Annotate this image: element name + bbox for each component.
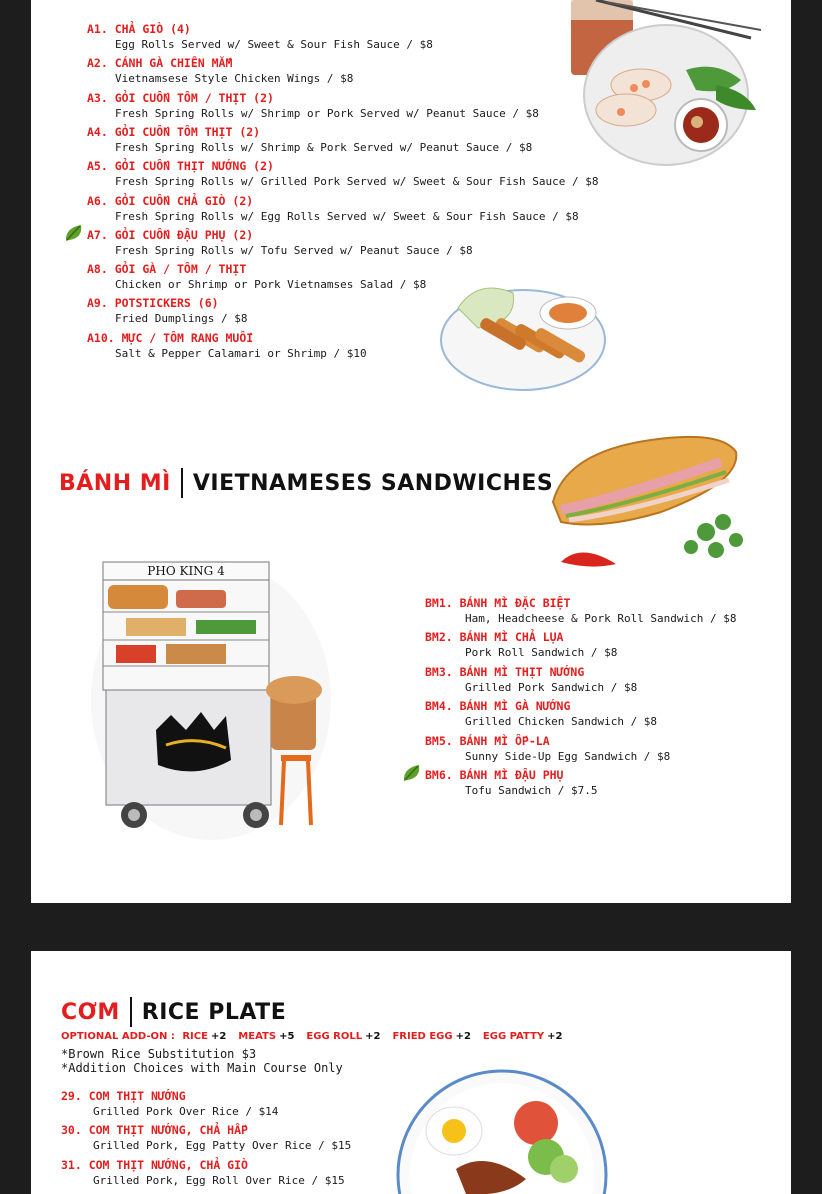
banh-mi-item-name: BM5. BÁNH MÌ ỐP-LA <box>425 733 550 748</box>
banh-mi-item-description: Ham, Headcheese & Pork Roll Sandwich / $8 <box>465 612 737 625</box>
menu-page-appetizers-banh-mi <box>31 0 791 903</box>
cart-sign: PHO KING 4 <box>147 564 225 578</box>
addon-name: EGG PATTY <box>482 1031 545 1042</box>
banh-mi-item-name: BM3. BÁNH MÌ THỊT NƯỚNG <box>425 664 585 679</box>
appetizer-item-name: A8. GỎI GÀ / TÔM / THỊT <box>87 262 247 277</box>
addon-name: FRIED EGG <box>392 1031 453 1042</box>
com-section-title <box>61 997 286 1027</box>
rice-plate-illustration <box>396 1069 608 1194</box>
com-title-vn: CƠM <box>61 999 120 1025</box>
street-cart-illustration <box>86 540 336 845</box>
appetizer-item-description: Fresh Spring Rolls w/ Shrimp & Pork Served w/ Peanut Sauce / $8 <box>115 140 533 154</box>
vegetarian-leaf-icon <box>63 222 85 244</box>
addon-line <box>61 1031 562 1042</box>
appetizer-item-name: A9. POTSTICKERS (6) <box>87 296 219 311</box>
addon-name: MEATS <box>238 1031 277 1042</box>
appetizer-item-name: A4. GỎI CUỐN TÔM THỊT (2) <box>87 124 261 139</box>
addon-price: +2 <box>547 1031 563 1042</box>
banh-mi-section-title <box>59 468 553 498</box>
banh-mi-item-description: Pork Roll Sandwich / $8 <box>465 646 618 660</box>
sandwich-illustration <box>541 422 756 577</box>
com-title-en: RICE PLATE <box>141 999 287 1025</box>
appetizer-item-description: Egg Rolls Served w/ Sweet & Sour Fish Sauce / $8 <box>115 38 433 51</box>
appetizer-item-description: Vietnamsese Style Chicken Wings / $8 <box>115 72 354 86</box>
addition-note: *Addition Choices with Main Course Only <box>61 1061 343 1075</box>
appetizer-item-name: A3. GỎI CUỐN TÔM / THỊT (2) <box>87 90 274 105</box>
appetizer-item-description: Salt & Pepper Calamari or Shrimp / $10 <box>115 346 367 360</box>
banh-mi-item-description: Sunny Side-Up Egg Sandwich / $8 <box>465 749 671 763</box>
rice-plate-item-description: Grilled Pork Over Rice / $14 <box>93 1105 279 1118</box>
title-divider <box>130 997 132 1027</box>
menu-page-rice-plate <box>31 951 791 1194</box>
addon-price: +2 <box>455 1031 471 1042</box>
banh-mi-title-vn: BÁNH MÌ <box>59 470 171 496</box>
addon-price: +5 <box>279 1031 295 1042</box>
appetizer-item-name: A2. CÁNH GÀ CHIÊN MẮM <box>87 56 233 71</box>
appetizer-item-description: Fried Dumplings / $8 <box>115 312 248 326</box>
rice-plate-item-name: 30. COM THỊT NƯỚNG, CHẢ HẤP <box>61 1123 248 1138</box>
banh-mi-title-en: VIETNAMESES SANDWICHES <box>192 470 554 496</box>
appetizer-item-description: Fresh Spring Rolls w/ Shrimp or Pork Served w/ Peanut Sauce / $8 <box>115 106 539 120</box>
appetizer-item-name: A1. CHẢ GIÒ (4) <box>87 22 191 36</box>
appetizer-item-description: Fresh Spring Rolls w/ Egg Rolls Served w/ Sweet & Sour Fish Sauce / $8 <box>115 209 579 223</box>
addon-label: OPTIONAL ADD-ON : <box>61 1031 175 1042</box>
rice-plate-item-name: 29. COM THỊT NƯỚNG <box>61 1089 186 1103</box>
banh-mi-item-name: BM2. BÁNH MÌ CHẢ LỤA <box>425 630 564 645</box>
banh-mi-item-description: Grilled Chicken Sandwich / $8 <box>465 715 658 729</box>
appetizer-item-description: Fresh Spring Rolls w/ Tofu Served w/ Peanut Sauce / $8 <box>115 243 473 257</box>
vegetarian-leaf-icon <box>401 762 423 784</box>
addon-name: RICE <box>182 1031 208 1042</box>
spring-rolls-illustration <box>566 0 766 170</box>
appetizer-item-description: Chicken or Shrimp or Pork Vietnamses Salad / $8 <box>115 278 427 292</box>
rice-plate-item-description: Grilled Pork, Egg Patty Over Rice / $15 <box>93 1139 352 1153</box>
rice-plate-item-name: 31. COM THỊT NƯỚNG, CHẢ GIÒ <box>61 1157 248 1172</box>
title-divider <box>181 468 183 498</box>
appetizer-item-name: A5. GỎI CUỐN THỊT NƯỚNG (2) <box>87 159 274 174</box>
appetizer-item-name: A10. MỰC / TÔM RANG MUỐI <box>87 330 254 345</box>
banh-mi-item-name: BM4. BÁNH MÌ GÀ NƯỚNG <box>425 699 571 714</box>
addon-price: +2 <box>210 1031 227 1042</box>
addon-name: EGG ROLL <box>306 1031 363 1042</box>
egg-rolls-illustration <box>438 268 608 393</box>
rice-plate-item-description: Grilled Pork, Egg Roll Over Rice / $15 <box>93 1173 345 1187</box>
banh-mi-item-name: BM1. BÁNH MÌ ĐẶC BIỆT <box>425 596 571 610</box>
addon-price: +2 <box>365 1031 381 1042</box>
appetizer-item-name: A6. GỎI CUỐN CHẢ GIÒ (2) <box>87 193 254 208</box>
banh-mi-item-description: Tofu Sandwich / $7.5 <box>465 784 598 797</box>
appetizer-item-description: Fresh Spring Rolls w/ Grilled Pork Served w/ Sweet & Sour Fish Sauce / $8 <box>115 175 599 189</box>
banh-mi-item-name: BM6. BÁNH MÌ ĐẬU PHỤ <box>425 768 564 782</box>
appetizer-item-name: A7. GỎI CUỐN ĐẬU PHỤ (2) <box>87 227 254 242</box>
brown-rice-note: *Brown Rice Substitution $3 <box>61 1047 257 1061</box>
banh-mi-item-description: Grilled Pork Sandwich / $8 <box>465 680 638 694</box>
